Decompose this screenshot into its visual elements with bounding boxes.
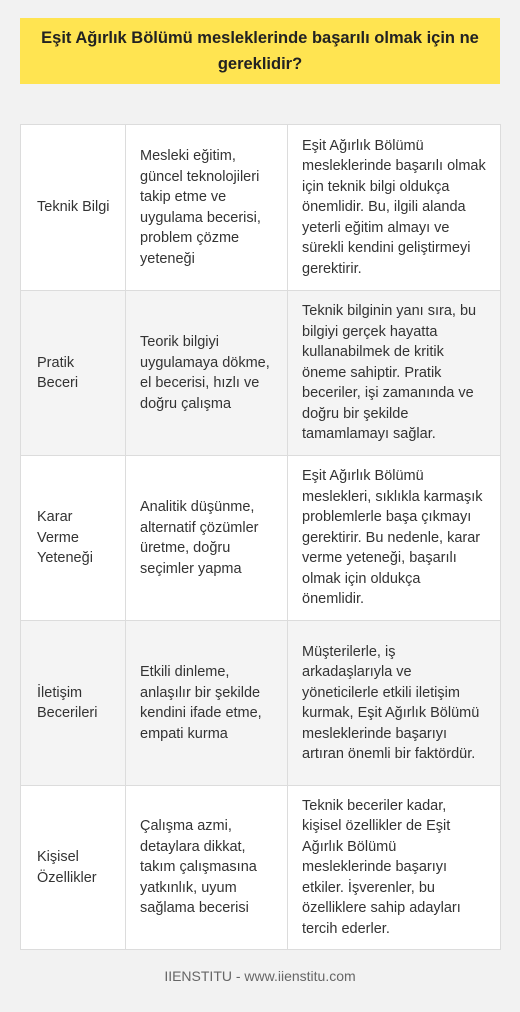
table-row	[21, 125, 501, 291]
row-summary: Analitik düşünme, alternatif çözümler üretme, doğru seçimler yapma	[126, 456, 288, 621]
table-row	[21, 456, 501, 621]
row-summary: Teorik bilgiyi uygulamaya dökme, el becerisi, hızlı ve doğru çalışma	[126, 291, 288, 456]
row-detail: Teknik bilginin yanı sıra, bu bilgiyi gerçek hayatta kullanabilmek de kritik öneme sahiptir. Pratik beceriler, işi zamanında ve doğru bir şekilde tamamlamayı sağlar.	[288, 291, 501, 456]
table-row	[21, 621, 501, 786]
page-title: Eşit Ağırlık Bölümü mesleklerinde başarılı olmak için ne gereklidir?	[20, 18, 500, 84]
row-topic: Pratik Beceri	[21, 291, 126, 456]
row-topic: Teknik Bilgi	[21, 125, 126, 291]
row-summary: Mesleki eğitim, güncel teknolojileri takip etme ve uygulama becerisi, problem çözme yeteneği	[126, 125, 288, 291]
row-topic: Kişisel Özellikler	[21, 786, 126, 950]
row-topic: Karar Verme Yeteneği	[21, 456, 126, 621]
row-detail: Eşit Ağırlık Bölümü mesleklerinde başarılı olmak için teknik bilgi oldukça önemlidir. Bu, ilgili alanda yeterli eğitim almayı ve sürekli kendini geliştirmeyi gerektirir.	[288, 125, 501, 291]
footer-source: IIENSTITU - www.iienstitu.com	[164, 968, 356, 984]
row-summary: Çalışma azmi, detaylara dikkat, takım çalışmasına yatkınlık, uyum sağlama becerisi	[126, 786, 288, 950]
info-table	[20, 124, 501, 950]
row-detail: Teknik beceriler kadar, kişisel özellikler de Eşit Ağırlık Bölümü mesleklerinde başarıyı etkiler. İşverenler, bu özelliklere sahip adayları tercih ederler.	[288, 786, 501, 950]
row-detail: Müşterilerle, iş arkadaşlarıyla ve yöneticilerle etkili iletişim kurmak, Eşit Ağırlık Bölümü mesleklerinde başarıyı artıran önemli bir faktördür.	[288, 621, 501, 786]
table-row	[21, 786, 501, 950]
row-summary: Etkili dinleme, anlaşılır bir şekilde kendini ifade etme, empati kurma	[126, 621, 288, 786]
table-row	[21, 291, 501, 456]
row-detail: Eşit Ağırlık Bölümü meslekleri, sıklıkla karmaşık problemlerle başa çıkmayı gerektirir. Bu nedenle, karar verme yeteneği, başarılı olmak için oldukça önemlidir.	[288, 456, 501, 621]
row-topic: İletişim Becerileri	[21, 621, 126, 786]
